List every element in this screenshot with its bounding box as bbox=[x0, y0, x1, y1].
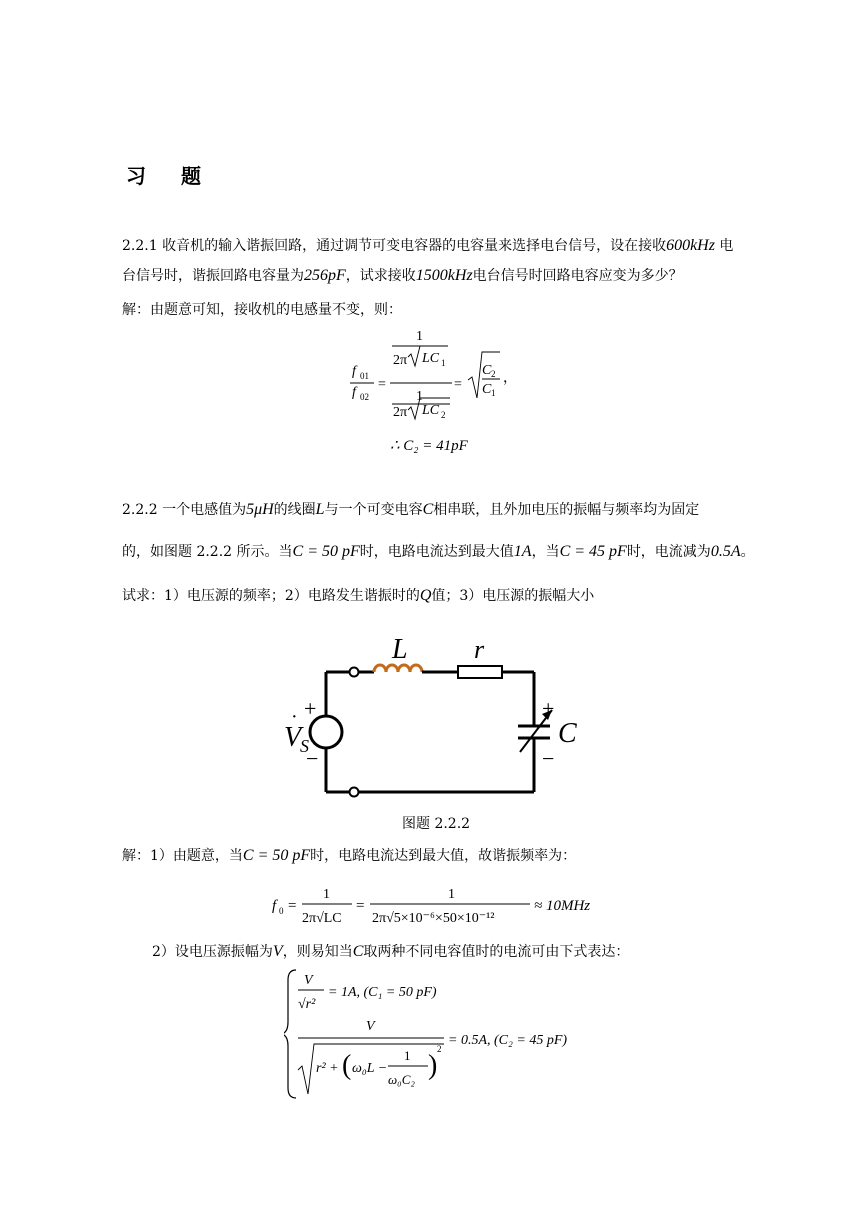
text-segment: 电台信号时回路电容应变为多少？ bbox=[472, 268, 683, 284]
section-heading: 习 题 bbox=[126, 164, 215, 188]
math-c-50pf-sol: C = 50 pF bbox=[242, 847, 311, 864]
left-brace bbox=[284, 970, 296, 1098]
c2-subscript: 2 bbox=[491, 369, 496, 379]
svg-text:(: ( bbox=[342, 1050, 352, 1081]
text-segment: 时，电流减为 bbox=[626, 544, 711, 560]
svg-text:1: 1 bbox=[323, 887, 330, 902]
problem-2-2-1-line-2 bbox=[122, 266, 683, 286]
text-segment: 。 bbox=[740, 544, 755, 560]
text-segment: ，试求接收 bbox=[345, 268, 416, 284]
svg-text:1: 1 bbox=[404, 1048, 411, 1063]
problem-2-2-2-line-1 bbox=[122, 500, 699, 520]
math-5uh: 5μH bbox=[246, 501, 274, 518]
circuit-diagram bbox=[280, 630, 610, 810]
math-c-45pf: C = 45 pF bbox=[559, 543, 627, 560]
text-segment: 解：1）由题意，当 bbox=[122, 848, 243, 864]
text-segment: 值；3）电压源的振幅大小 bbox=[431, 588, 595, 604]
f0-frac2-denominator: 2π√5×10⁻⁶×50×10⁻¹² bbox=[372, 911, 495, 926]
svg-text:1: 1 bbox=[448, 887, 455, 902]
lc2-symbol: LC bbox=[422, 403, 440, 418]
terminal-bottom bbox=[350, 788, 359, 797]
math-C-sol: C bbox=[352, 943, 364, 960]
sys2-square: 2 bbox=[437, 1044, 442, 1054]
f02-symbol: f bbox=[352, 385, 356, 400]
problem-2-2-2-line-2 bbox=[122, 542, 755, 562]
sys1-rhs: = 1A, (C₁ = 50 pF) bbox=[328, 985, 437, 1000]
text-segment: 取两种不同电容值时的电流可由下式表达： bbox=[363, 944, 630, 960]
source-minus: − bbox=[306, 746, 319, 771]
math-Q: Q bbox=[419, 587, 432, 604]
text-segment: ，当 bbox=[531, 544, 560, 560]
sys2-numerator: V bbox=[366, 1019, 375, 1034]
f0-result: ≈ 10MHz bbox=[534, 898, 591, 914]
text-segment: 电 bbox=[719, 238, 734, 254]
result-c2: ∴ C₂ = 41pF bbox=[390, 438, 468, 454]
text-segment: 时，电路电流达到最大值 bbox=[359, 544, 514, 560]
svg-text:=: = bbox=[454, 377, 462, 392]
svg-text:=: = bbox=[378, 377, 386, 392]
label-L: L bbox=[392, 634, 408, 665]
math-256pf: 256pF bbox=[304, 267, 346, 284]
text-segment: ，则易知当 bbox=[282, 944, 353, 960]
resistor bbox=[458, 666, 502, 678]
lc1-subscript: 1 bbox=[441, 358, 446, 368]
cap-minus: − bbox=[542, 746, 555, 771]
text-segment: 2）设电压源振幅为 bbox=[152, 944, 273, 960]
text-segment: 试求：1）电压源的频率；2）电路发生谐振时的 bbox=[122, 588, 420, 604]
label-r: r bbox=[474, 635, 485, 664]
f0-subscript: 0 bbox=[279, 906, 284, 916]
solution-2-2-2-part-2 bbox=[152, 942, 629, 962]
text-segment: 时，电路电流达到最大值，故谐振频率为： bbox=[310, 848, 577, 864]
equation-system bbox=[284, 966, 604, 1102]
text-segment: 的线圈 bbox=[273, 502, 316, 518]
two-pi-bottom: 2π bbox=[393, 405, 408, 420]
f0-frac1-denominator: 2π√LC bbox=[302, 911, 342, 926]
text-segment: 2.2.1 收音机的输入谐振回路，通过调节可变电容器的电容量来选择电台信号，设在接收 bbox=[122, 238, 667, 254]
c2-symbol: C bbox=[482, 363, 492, 378]
label-V: V bbox=[284, 722, 302, 753]
formula-frequency-ratio bbox=[340, 322, 540, 422]
text-segment: 台信号时，谐振回路电容量为 bbox=[122, 268, 304, 284]
c1-subscript: 1 bbox=[491, 388, 496, 398]
label-C: C bbox=[558, 718, 577, 749]
inductor bbox=[374, 665, 422, 672]
sys2-frac-denominator: ω₀C₂ bbox=[388, 1072, 415, 1087]
f01-subscript: 01 bbox=[360, 371, 369, 381]
svg-text:): ) bbox=[428, 1050, 438, 1081]
f0-symbol: f bbox=[272, 898, 277, 914]
text-segment: 2.2.2 一个电感值为 bbox=[122, 502, 247, 518]
solution-2-2-1-intro: 解：由题意可知，接收机的电感量不变，则： bbox=[122, 302, 402, 318]
source-plus: + bbox=[304, 696, 317, 721]
problem-2-2-2-line-3 bbox=[122, 586, 594, 606]
eq-2: = bbox=[356, 898, 365, 914]
label-S: S bbox=[300, 736, 309, 756]
sys2-rhs: = 0.5A, (C₂ = 45 pF) bbox=[448, 1033, 568, 1048]
sys1-numerator: V bbox=[304, 973, 313, 988]
sys2-w0l: ω₀L − bbox=[352, 1061, 388, 1076]
math-0-5a: 0.5A bbox=[710, 543, 741, 560]
math-1a: 1A bbox=[513, 543, 532, 560]
f02-subscript: 02 bbox=[360, 392, 369, 402]
eq-1: = bbox=[288, 898, 297, 914]
text-segment: 与一个可变电容 bbox=[324, 502, 423, 518]
cap-plus: + bbox=[542, 696, 555, 721]
terminal-top bbox=[350, 668, 359, 677]
math-600khz: 600kHz bbox=[666, 237, 715, 254]
lc1-symbol: LC bbox=[422, 351, 440, 366]
formula-resonant-frequency bbox=[268, 880, 608, 930]
math-L: L bbox=[315, 501, 325, 518]
math-1500khz: 1500kHz bbox=[415, 267, 473, 284]
f01-symbol: f bbox=[352, 364, 356, 379]
one-top: 1 bbox=[416, 329, 423, 344]
math-V: V bbox=[272, 943, 283, 960]
svg-text:·: · bbox=[291, 706, 298, 728]
lc2-subscript: 2 bbox=[441, 410, 446, 420]
sys1-denominator: √r² bbox=[298, 997, 316, 1012]
solution-2-2-2-part-1 bbox=[122, 846, 576, 866]
c1-symbol: C bbox=[482, 382, 492, 397]
math-C: C bbox=[422, 501, 434, 518]
sys2-r2: r² + bbox=[316, 1061, 339, 1076]
text-segment: 的，如图题 2.2.2 所示。当 bbox=[122, 544, 293, 560]
math-c-50pf: C = 50 pF bbox=[292, 543, 360, 560]
two-pi-top: 2π bbox=[393, 353, 408, 368]
text-segment: 相串联，且外加电压的振幅与频率均为固定 bbox=[433, 502, 700, 518]
problem-2-2-1-line-1 bbox=[122, 236, 733, 256]
formula-comma: ， bbox=[503, 371, 517, 386]
figure-caption: 图题 2.2.2 bbox=[402, 816, 471, 832]
one-bottom: 1 bbox=[416, 389, 423, 404]
